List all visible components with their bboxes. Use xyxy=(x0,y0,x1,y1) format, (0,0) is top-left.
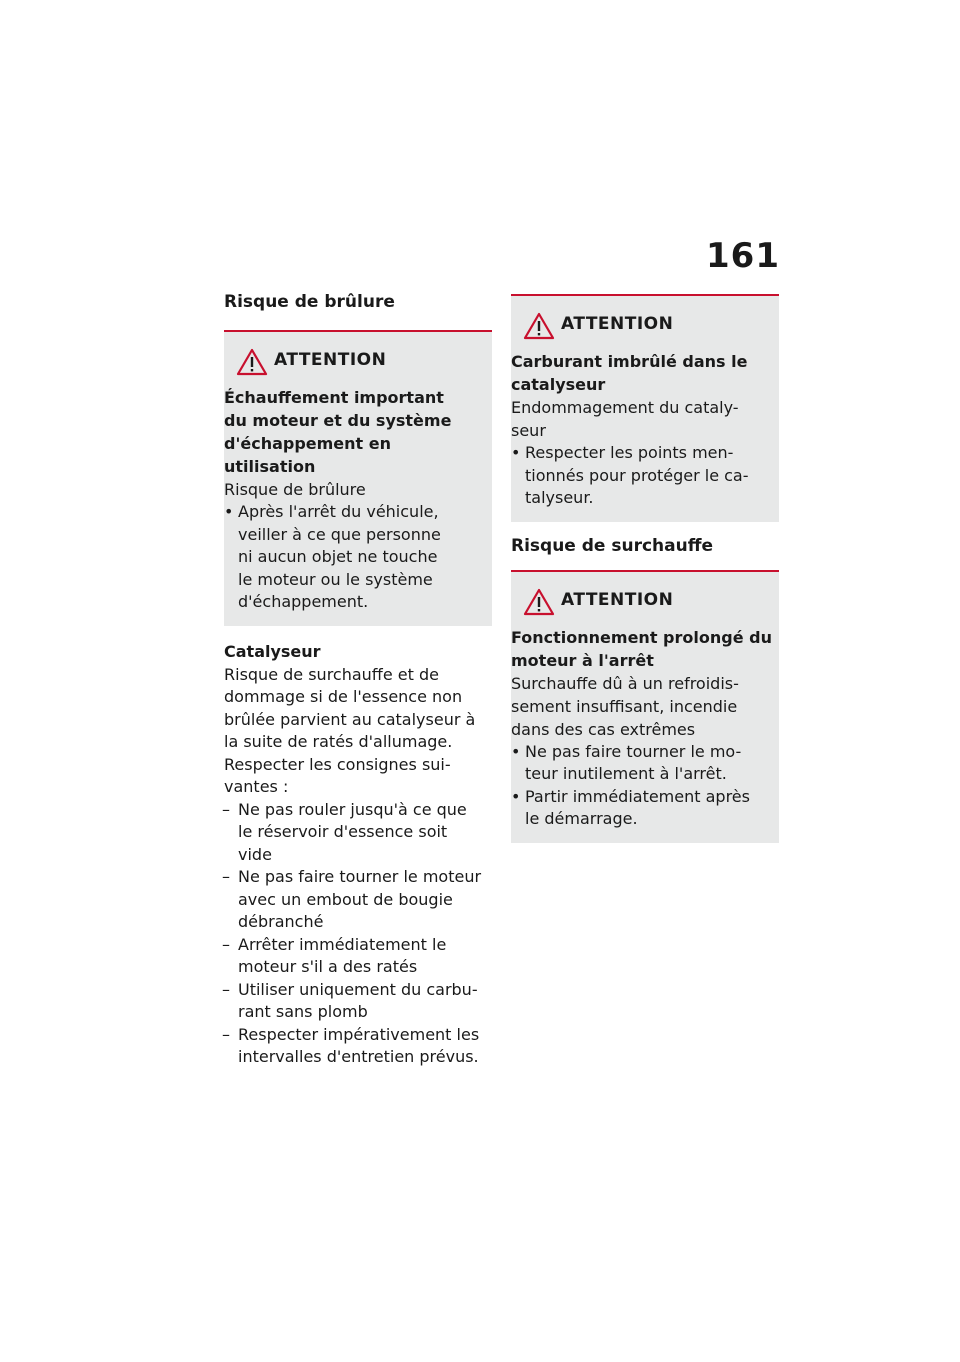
catalyseur-dash-list xyxy=(224,799,492,1069)
risk-line: sement insuffisant, incendie xyxy=(511,696,738,716)
warning-title-line: d'échappement en utilisation xyxy=(224,434,392,476)
warning-risk: Risque de brûlure xyxy=(224,480,366,499)
section-title-brulure: Risque de brûlure xyxy=(224,292,395,312)
dash-line: Arrêter immédiatement le xyxy=(238,934,447,954)
bullet-line: Ne pas faire tourner le mo- xyxy=(525,741,742,761)
text-line: la suite de ratés d'allumage. xyxy=(224,732,453,751)
dash-item: – Utiliser uniquement du carbu- rant sans plomb xyxy=(224,979,492,1024)
right-column xyxy=(511,294,779,843)
text-line: brûlée parvient au catalyseur à xyxy=(224,709,476,729)
text-line: Respecter les consignes sui- xyxy=(224,754,451,774)
warning-risk xyxy=(511,672,773,741)
section-title-surchauffe: Risque de surchauffe xyxy=(511,535,714,556)
warning-triangle-icon xyxy=(236,348,268,376)
risk-line: Surchauffe dû à un refroidis- xyxy=(511,673,739,693)
bullet-line: veiller à ce que personne xyxy=(238,524,441,544)
text-line: Risque de surchauffe et de xyxy=(224,664,439,684)
dash-line: moteur s'il a des ratés xyxy=(238,957,418,976)
warning-box-surchauffe xyxy=(511,570,779,843)
bullet-line: tionnés pour protéger le ca- xyxy=(525,465,749,485)
warning-title xyxy=(224,386,486,478)
warning-risk xyxy=(511,396,773,442)
warning-title-line: du moteur et du système xyxy=(224,411,452,430)
warning-label: ATTENTION xyxy=(561,314,674,334)
catalyseur-paragraph xyxy=(224,664,492,799)
dash-item: – Arrêter immédiatement le moteur s'il a des ratés xyxy=(224,934,492,979)
dash-item: – Ne pas faire tourner le moteur avec un embout de bougie débranché xyxy=(224,866,492,934)
warning-triangle-icon xyxy=(523,312,555,340)
dash-line: Ne pas rouler jusqu'à ce que xyxy=(238,799,467,819)
bullet-line: ni aucun objet ne touche xyxy=(238,547,438,566)
warning-title-line: Carburant imbrûlé dans le xyxy=(511,352,748,371)
warning-bullets xyxy=(511,741,773,831)
risk-line: Endommagement du cataly- xyxy=(511,398,739,417)
warning-title-line: Échauffement important xyxy=(224,388,444,407)
warning-title-line: Fonctionnement prolongé du xyxy=(511,627,772,647)
warning-title-line: moteur à l'arrêt xyxy=(511,650,654,670)
warning-label: ATTENTION xyxy=(561,589,674,610)
warning-header xyxy=(224,344,486,382)
dash-item: – Ne pas rouler jusqu'à ce que le réservoir d'essence soit vide xyxy=(224,799,492,867)
dash-line: débranché xyxy=(238,912,324,931)
warning-bullets xyxy=(224,501,486,614)
dash-line: Ne pas faire tourner le moteur xyxy=(238,867,482,886)
bullet-line: Après l'arrêt du véhicule, xyxy=(238,502,439,521)
bullet-item: • Partir immédiatement après le démarrage. xyxy=(511,786,773,831)
risk-line: seur xyxy=(511,421,546,440)
bullet-item: • Après l'arrêt du véhicule, veiller à ce que personne ni aucun objet ne touche le moteur ou le système d'échappement. xyxy=(224,501,486,614)
bullet-line: le moteur ou le système xyxy=(238,569,433,589)
warning-bullets xyxy=(511,442,773,510)
warning-title xyxy=(511,626,773,672)
dash-line: le réservoir d'essence soit xyxy=(238,822,448,841)
bullet-item: • Respecter les points men- tionnés pour protéger le ca- talyseur. xyxy=(511,442,773,510)
text-line: dommage si de l'essence non xyxy=(224,687,463,706)
bullet-line: le démarrage. xyxy=(525,809,638,828)
text-line: vantes : xyxy=(224,777,289,796)
dash-line: rant sans plomb xyxy=(238,1002,368,1021)
warning-box-brulure xyxy=(224,330,492,626)
left-column xyxy=(224,288,492,1069)
bullet-line: d'échappement. xyxy=(238,592,369,611)
dash-item: – Respecter impérativement les intervalles d'entretien prévus. xyxy=(224,1024,492,1069)
warning-title xyxy=(511,350,773,396)
bullet-line: Respecter les points men- xyxy=(525,443,734,462)
catalyseur-title: Catalyseur xyxy=(224,641,321,661)
warning-label: ATTENTION xyxy=(274,350,387,370)
bullet-line: teur inutilement à l'arrêt. xyxy=(525,764,727,783)
bullet-line: talyseur. xyxy=(525,488,594,507)
warning-header xyxy=(511,584,773,622)
dash-line: intervalles d'entretien prévus. xyxy=(238,1047,479,1066)
dash-line: avec un embout de bougie xyxy=(238,889,453,909)
risk-line: dans des cas extrêmes xyxy=(511,719,696,739)
bullet-line: Partir immédiatement après xyxy=(525,786,750,806)
dash-line: vide xyxy=(238,844,272,864)
page-number: 161 xyxy=(706,236,780,276)
warning-triangle-icon xyxy=(523,588,555,616)
dash-line: Respecter impérativement les xyxy=(238,1024,480,1044)
warning-header xyxy=(511,308,773,346)
warning-box-catalyseur xyxy=(511,294,779,522)
bullet-item: • Ne pas faire tourner le mo- teur inutilement à l'arrêt. xyxy=(511,741,773,786)
dash-line: Utiliser uniquement du carbu- xyxy=(238,979,478,999)
warning-title-line: catalyseur xyxy=(511,375,606,394)
